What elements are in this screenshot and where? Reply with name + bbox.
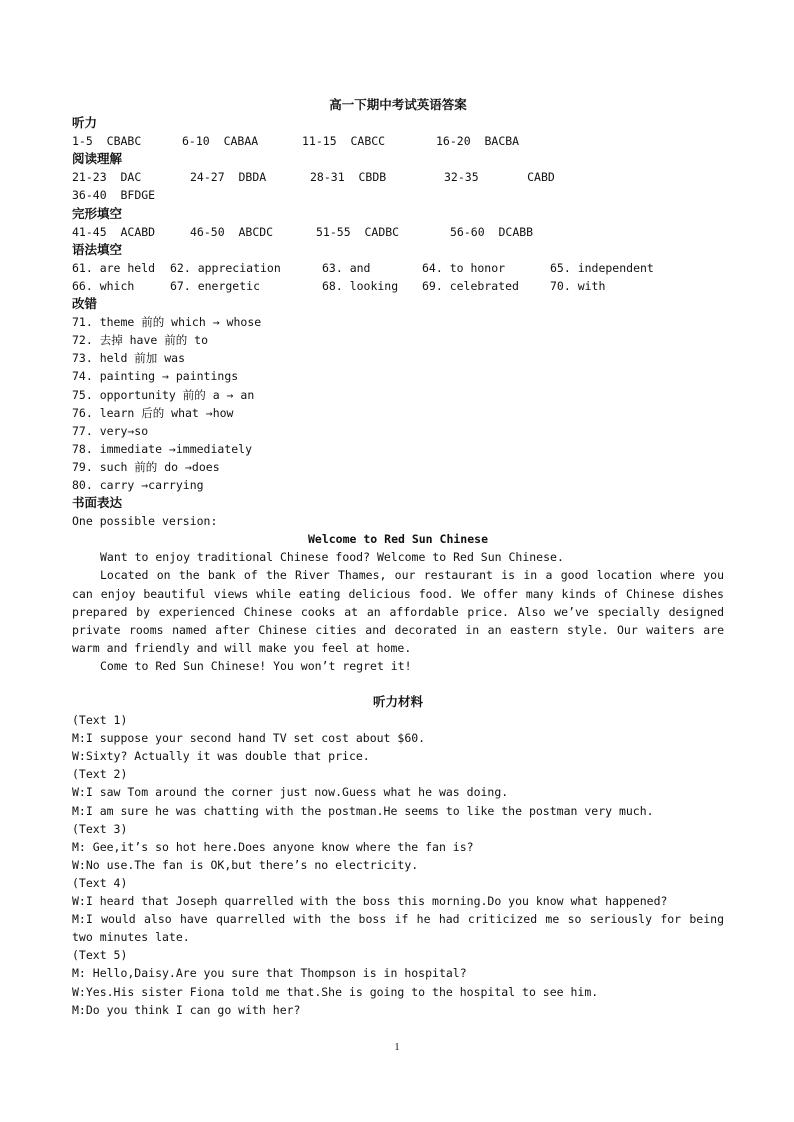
essay-paragraph: Want to enjoy traditional Chinese food? Welcome to Red Sun Chinese.: [100, 550, 564, 565]
answer-item: 70. with: [550, 278, 606, 293]
answer-item: 65. independent: [550, 260, 654, 275]
correction-item: 73. held 前加 was: [72, 351, 186, 366]
answer-item: 66. which: [72, 278, 135, 293]
reading-answers-row: [72, 186, 724, 204]
essay-title: Welcome to Red Sun Chinese: [307, 532, 488, 547]
section-heading-cloze: 完形填空: [72, 205, 123, 221]
writing-intro: One possible version:: [72, 514, 218, 529]
correction-item: 78. immediate →immediately: [72, 441, 253, 456]
section-heading-correction: 改错: [72, 296, 98, 312]
answer-item: 62. appreciation: [170, 260, 281, 275]
answer-item: 64. to honor: [422, 260, 506, 275]
document-content: [72, 96, 724, 1019]
answer-item: 32-35 CABD: [444, 170, 555, 185]
answer-item: 69. celebrated: [422, 278, 519, 293]
transcript-line: M: Gee,it’s so hot here.Does anyone know where the fan is?: [72, 839, 474, 854]
correction-item: 75. opportunity 前的 a → an: [72, 387, 255, 402]
transcript-line: W:I saw Tom around the corner just now.Guess what he was doing.: [72, 785, 509, 800]
grammar-answers-row: [72, 277, 724, 295]
answer-item: 28-31 CBDB: [310, 170, 387, 185]
answer-item: 16-20 BACBA: [436, 134, 520, 149]
reading-answers-row: [72, 168, 724, 186]
correction-item: 72. 去掉 have 前的 to: [72, 333, 209, 348]
transcript-line: M:I am sure he was chatting with the postman.He seems to like the postman very much.: [72, 803, 654, 818]
transcript-line: (Text 1): [72, 713, 128, 728]
listening-answers-row: [72, 132, 724, 150]
transcript-line: M:I suppose your second hand TV set cost about $60.: [72, 731, 426, 746]
answer-item: 1-5 CBABC: [72, 134, 142, 149]
correction-item: 74. painting → paintings: [72, 369, 239, 384]
answer-item: 56-60 DCABB: [450, 224, 534, 239]
answer-item: 24-27 DBDA: [190, 170, 267, 185]
correction-item: 79. such 前的 do →does: [72, 459, 220, 474]
page-title: 高一下期中考试英语答案: [329, 97, 467, 112]
transcript-line: W:Sixty? Actually it was double that price.: [72, 749, 370, 764]
transcript-line: W:Yes.His sister Fiona told me that.She is going to the hospital to see him.: [72, 984, 599, 999]
section-spacer: [72, 675, 724, 693]
transcript-line: W:I heard that Joseph quarrelled with the boss this morning.Do you know what happened?: [72, 894, 668, 909]
transcript-line: W:No use.The fan is OK,but there’s no electricity.: [72, 857, 419, 872]
answer-item: 67. energetic: [170, 278, 261, 293]
answer-item: 51-55 CADBC: [316, 224, 400, 239]
transcript-line: (Text 5): [72, 948, 128, 963]
answer-item: 68. looking: [322, 278, 399, 293]
transcript-line: M:I would also have quarrelled with the boss if he had criticized me so seriously for being two minutes late.: [72, 912, 724, 945]
transcript-line: (Text 2): [72, 767, 128, 782]
transcript-heading: 听力材料: [372, 694, 423, 709]
page-number: 1: [394, 1042, 400, 1053]
correction-item: 76. learn 后的 what →how: [72, 405, 234, 420]
correction-item: 80. carry →carrying: [72, 477, 204, 492]
correction-item: 77. very→so: [72, 423, 149, 438]
essay-paragraph: Located on the bank of the River Thames, our restaurant is in a good location where you can enjoy beautiful views while eating delicious food. We offer many kinds of Chinese dishes prepared by experienced Chinese cooks at an affordable price. Also we’ve specially designed private rooms named after Chinese cities and decorated in an eastern style. Our waiters are warm and friendly and will make you feel at home.: [72, 568, 724, 655]
answer-item: 41-45 ACABD: [72, 224, 156, 239]
transcript-line: (Text 3): [72, 821, 128, 836]
section-heading-writing: 书面表达: [72, 495, 123, 511]
cloze-answers-row: [72, 223, 724, 241]
transcript-line: M: Hello,Daisy.Are you sure that Thompson is in hospital?: [72, 966, 467, 981]
transcript-line: (Text 4): [72, 875, 128, 890]
section-heading-reading: 阅读理解: [72, 151, 123, 167]
answer-item: 63. and: [322, 260, 371, 275]
essay-paragraph: Come to Red Sun Chinese! You won’t regret it!: [100, 658, 412, 673]
answer-item: 11-15 CABCC: [302, 134, 386, 149]
transcript-line: M:Do you think I can go with her?: [72, 1002, 301, 1017]
answer-item: 21-23 DAC: [72, 170, 142, 185]
answer-item: 61. are held: [72, 260, 156, 275]
correction-item: 71. theme 前的 which → whose: [72, 315, 262, 330]
grammar-answers-row: [72, 259, 724, 277]
answer-item: 46-50 ABCDC: [190, 224, 274, 239]
answer-item: 6-10 CABAA: [182, 134, 259, 149]
section-heading-grammar: 语法填空: [72, 241, 123, 257]
section-heading-listening: 听力: [72, 115, 98, 131]
answer-item: 36-40 BFDGE: [72, 188, 156, 203]
